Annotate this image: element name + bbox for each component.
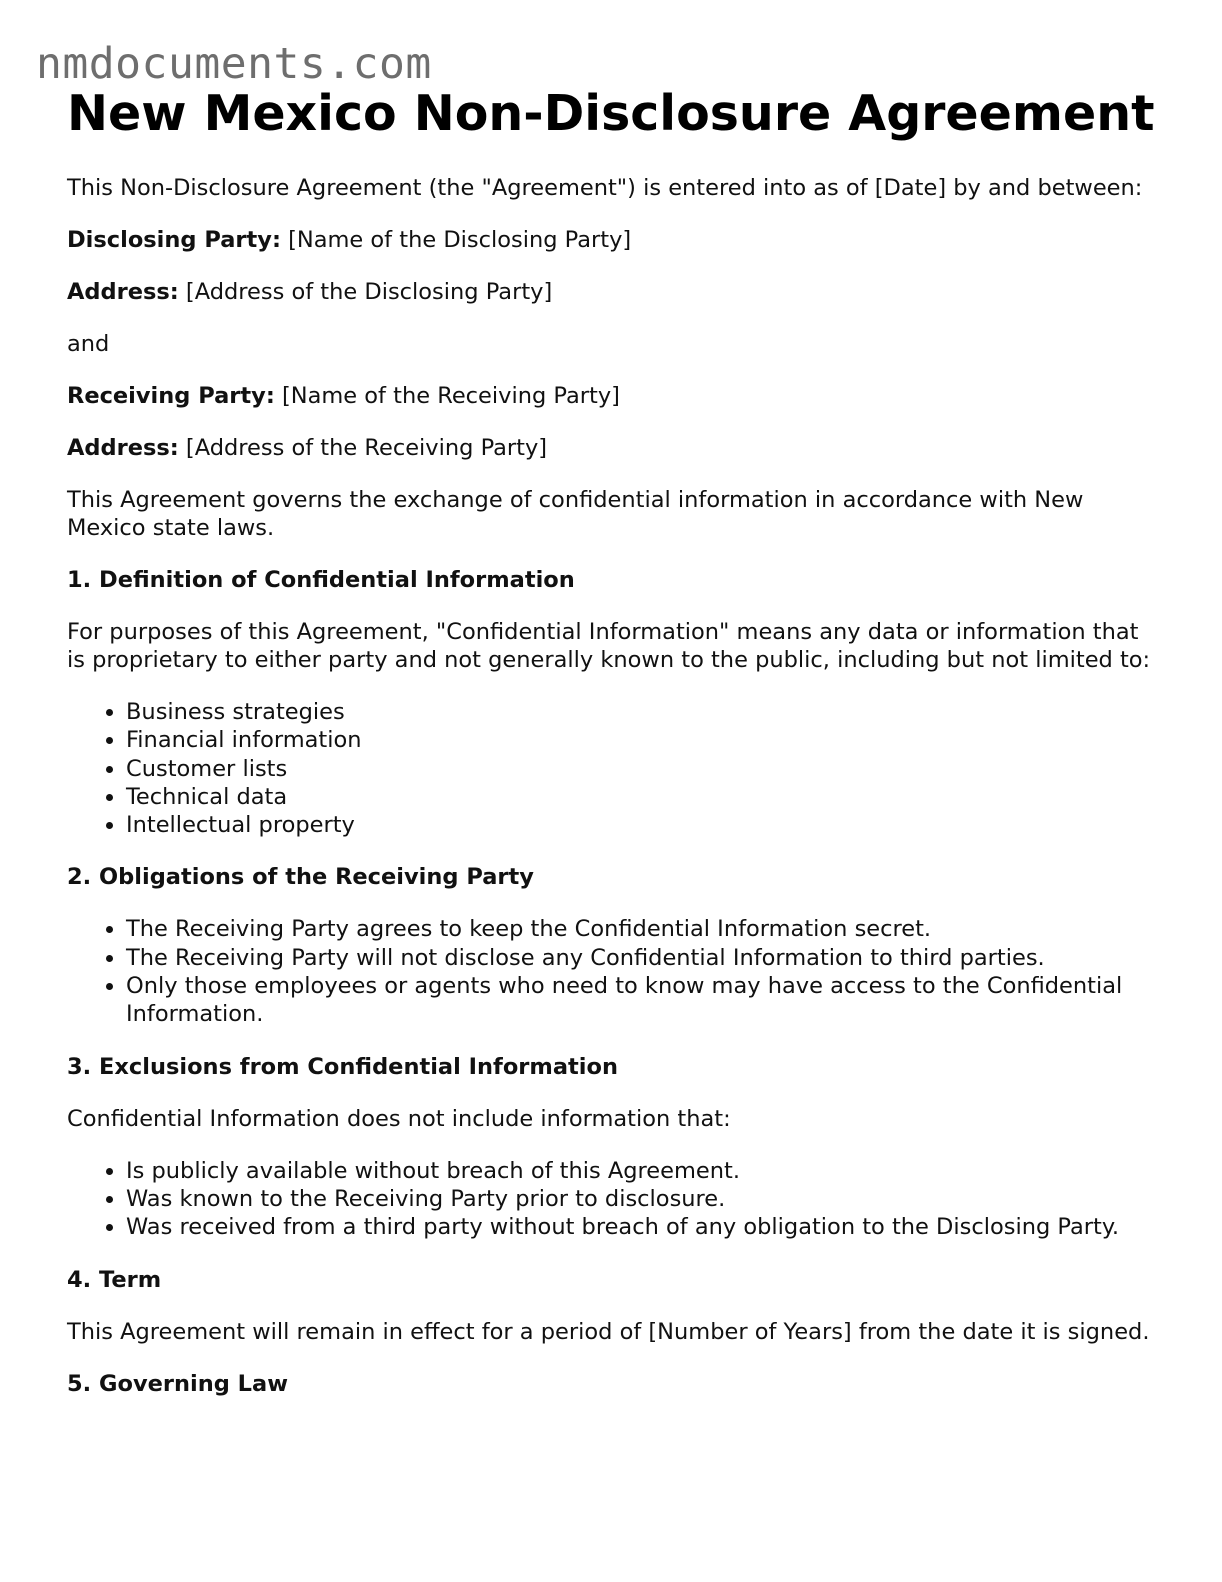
intro-paragraph: This Non-Disclosure Agreement (the "Agreement") is entered into as of [Date] by and between: <box>67 175 1143 201</box>
list-item: • The Receiving Party will not disclose any Confidential Information to third parties. <box>126 944 1157 972</box>
section-1-list <box>67 698 1157 839</box>
list-item: • Technical data <box>126 783 1157 811</box>
list-item: • Was received from a third party without breach of any obligation to the Disclosing Party. <box>126 1213 1157 1241</box>
list-item: • Customer lists <box>126 755 1157 783</box>
disclosing-party-line <box>67 226 1157 254</box>
document-title: New Mexico Non-Disclosure Agreement <box>67 85 1155 142</box>
receiving-party-line <box>67 382 1157 410</box>
site-watermark: nmdocuments.com <box>36 39 432 89</box>
disclosing-party-value: [Name of the Disclosing Party] <box>288 227 632 253</box>
list-item: • Financial information <box>126 726 1157 754</box>
disclosing-address-value: [Address of the Disclosing Party] <box>185 279 553 305</box>
section-3-list <box>67 1157 1157 1242</box>
section-3-text: Confidential Information does not include information that: <box>67 1105 731 1132</box>
list-item: • Is publicly available without breach of this Agreement. <box>126 1157 1157 1185</box>
section-1-heading: 1. Definition of Confidential Information <box>67 567 575 593</box>
list-item: • The Receiving Party agrees to keep the Confidential Information secret. <box>126 915 1157 943</box>
governs-paragraph: This Agreement governs the exchange of confidential information in accordance with New Mexico state laws. <box>67 487 1084 541</box>
section-1-text: For purposes of this Agreement, "Confidential Information" means any data or information that is proprietary to either party and not generally known to the public, including but not limited to: <box>67 619 1151 673</box>
and-text: and <box>67 331 110 357</box>
section-4-heading: 4. Term <box>67 1266 162 1293</box>
receiving-address-value: [Address of the Receiving Party] <box>185 435 548 461</box>
section-5-heading: 5. Governing Law <box>67 1370 288 1397</box>
receiving-address-line <box>67 434 1157 462</box>
list-item: • Only those employees or agents who need to know may have access to the Confidential Information. <box>126 972 1157 1029</box>
section-3-heading: 3. Exclusions from Confidential Information <box>67 1053 618 1080</box>
section-2-heading: 2. Obligations of the Receiving Party <box>67 864 534 891</box>
list-item: • Intellectual property <box>126 811 1157 839</box>
receiving-party-value: [Name of the Receiving Party] <box>281 383 620 409</box>
list-item: • Business strategies <box>126 698 1157 726</box>
disclosing-address-line <box>67 278 1157 306</box>
document-body <box>67 84 1157 1398</box>
disclosing-address-label: Address: <box>67 279 179 305</box>
section-4-text: This Agreement will remain in effect for a period of [Number of Years] from the date it is signed. <box>67 1318 1150 1345</box>
list-item: • Was known to the Receiving Party prior to disclosure. <box>126 1185 1157 1213</box>
receiving-party-label: Receiving Party: <box>67 383 275 409</box>
disclosing-party-label: Disclosing Party: <box>67 227 281 253</box>
receiving-address-label: Address: <box>67 435 179 461</box>
section-2-list <box>67 915 1157 1028</box>
